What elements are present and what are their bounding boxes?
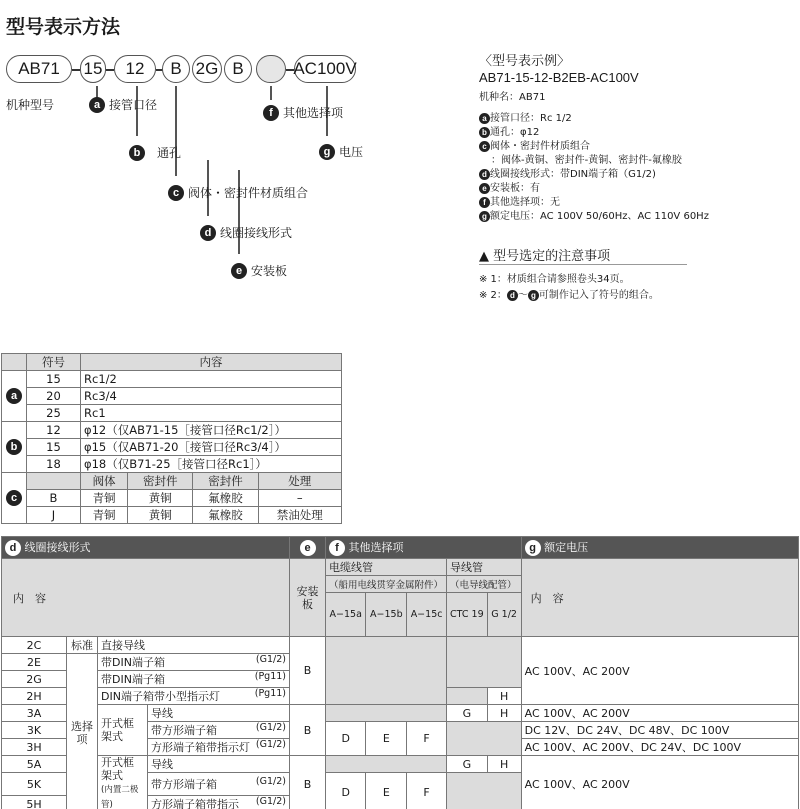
example-line-a: a 接管口径：Rc 1/2 [479, 109, 572, 124]
example-line-f: f 其他选择项：无 [479, 193, 560, 208]
example-model: 机种名：AB71 [479, 92, 546, 103]
label-a: a 接管口径 [89, 96, 157, 113]
code-pill-g: AC100V [294, 55, 356, 83]
label-g: g 电压 [319, 143, 363, 160]
mark-b-icon: b [479, 127, 490, 138]
code-pill-model: AB71 [6, 55, 72, 83]
code-pill-f [256, 55, 286, 83]
label-b: b 通孔 [129, 144, 181, 161]
warning-icon: ▲ [479, 249, 489, 264]
example-line-e: e 安装板：有 [479, 179, 540, 194]
mark-g-icon: g [319, 144, 335, 160]
mark-c-icon: c [479, 141, 490, 152]
mark-a-icon: a [89, 97, 105, 113]
mark-g-icon: g [525, 540, 541, 556]
label-c: c 阀体・密封件材质组合 [168, 184, 308, 201]
example-line-b: b 通孔：φ12 [479, 123, 539, 138]
mark-e-icon: e [231, 263, 247, 279]
code-pill-c: B [162, 55, 190, 83]
mark-f-icon: f [263, 105, 279, 121]
code-pill-e: B [224, 55, 252, 83]
mark-e-icon: e [300, 540, 316, 556]
spec-table-defg: d 线圈接线形式 e f 其他选择项 g 额定电压 内 容 安装板 电缆线管 导线管 内 容 （船用电线贯穿金属附件） （电导线配管） A−15a A−15b A−15c CTC 19 G 1/2 2C 标准 直接导线 B AC 100V、AC 200V 2E 选择项 带DIN端子箱 (G1/2) 2G 带DIN端子箱 (Pg11) 2H DIN端子箱带小型指示灯 (Pg11) H 3A 开式框架式 导线 B G H AC 100V、AC 200V 3K 带方形端子箱 (G1/2) D E F DC 12V、DC 24V、DC 48V、DC 100V 3H 方形端子箱带指示灯 (G1/2) AC 100V、AC 200V、DC 24V、DC 100V 5A 开式框架式 (内置二极管) 导线 B G H AC 100V、AC 200V 5K 带方形端子箱 (G1/2) D E F 5H 方形端子箱带指示 (G1/2) [1, 536, 799, 809]
divider [479, 264, 687, 265]
mark-d-icon: d [5, 540, 21, 556]
label-f: f 其他选择项 [263, 104, 343, 121]
code-pill-a: 15 [80, 55, 106, 83]
mark-d-icon: d [507, 290, 518, 301]
mark-g-icon: g [528, 290, 539, 301]
mark-c-icon: c [168, 185, 184, 201]
example-line-c2: ：阀体-黄铜、密封件-黄铜、密封件-氟橡胶 [491, 155, 682, 166]
label-d: d 线圈接线形式 [200, 224, 292, 241]
label-model: 机种型号 [6, 98, 55, 112]
example-line-g: g 额定电压：AC 100V 50/60Hz、AC 110V 60Hz [479, 207, 709, 222]
caution-note2: ※ 2： d ～ g 可制作记入了符号的组合。 [479, 290, 659, 301]
mark-g-icon: g [479, 211, 490, 222]
code-pill-d: 2G [192, 55, 222, 83]
example-code: AB71-15-12-B2EB-AC100V [479, 70, 639, 85]
mark-a-icon: a [479, 113, 490, 124]
mark-d-icon: d [479, 169, 490, 180]
mark-d-icon: d [200, 225, 216, 241]
mark-c-icon: c [6, 490, 22, 506]
mark-e-icon: e [479, 183, 490, 194]
code-pill-b: 12 [114, 55, 156, 83]
mark-b-icon: b [6, 439, 22, 455]
example-line-c: c 阀体・密封件材质组合 [479, 137, 590, 152]
example-line-d: d 线圈接线形式：带DIN端子箱（G1/2) [479, 165, 656, 180]
mark-f-icon: f [479, 197, 490, 208]
mark-a-icon: a [6, 388, 22, 404]
page-title: 型号表示方法 [6, 16, 121, 38]
mark-f-icon: f [329, 540, 345, 556]
caution-heading: ▲ 型号选定的注意事项 [479, 249, 611, 264]
caution-note1: ※ 1：材质组合请参照卷头34页。 [479, 274, 630, 285]
label-e: e 安装板 [231, 262, 287, 279]
example-heading: 〈型号表示例〉 [479, 54, 571, 69]
spec-table-abc: 符号 内容 a 15 Rc1/2 20 Rc3/4 25 Rc1 b 12 φ12（仅AB71-15［接管口径Rc1/2］） 15 φ15（仅AB71-20［接管口径Rc3/4］） 18 φ18（仅B71-25［接管口径Rc1］） c 阀体 密封件 密封件 处理 B 青铜 黄铜 氟橡胶 – J 青铜 黄铜 氟橡胶 禁油处理 [1, 353, 342, 524]
mark-b-icon: b [129, 145, 145, 161]
